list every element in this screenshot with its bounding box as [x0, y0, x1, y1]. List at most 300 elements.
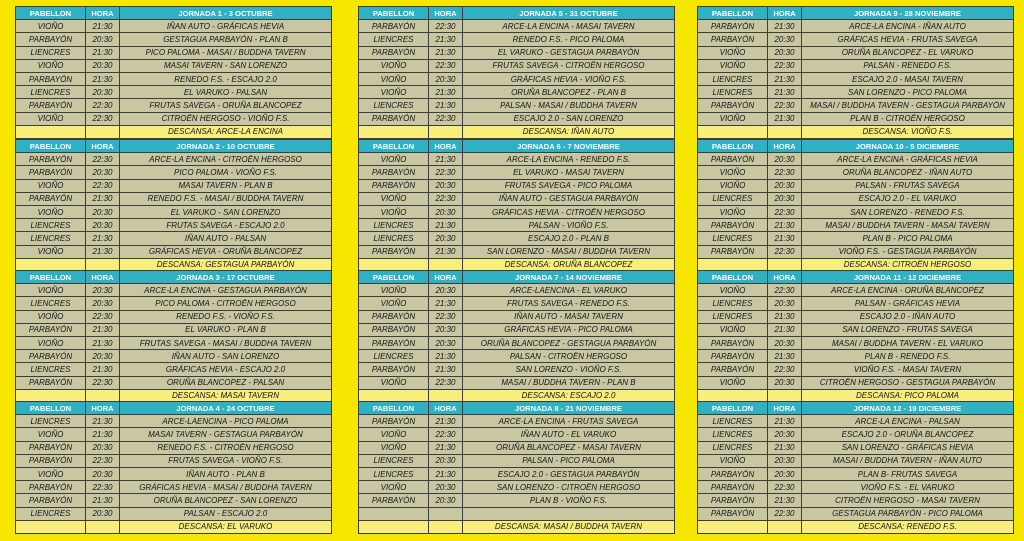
hora-cell: 21:30: [768, 323, 802, 336]
hora-cell: 20:30: [86, 33, 120, 46]
pabellon-cell: PARBAYÓN: [359, 336, 429, 349]
pabellon-header: PABELLON: [359, 140, 429, 153]
table-row: [359, 99, 675, 112]
match-cell: EL VARUKO - MASAI TAVERN: [463, 166, 675, 179]
hora-header: HORA: [768, 271, 802, 284]
match-cell: GRÁFICAS HEVIA - FRUTAS SAVEGA: [802, 33, 1014, 46]
pabellon-cell: PARBAYÓN: [16, 376, 86, 389]
pabellon-cell: PARBAYÓN: [698, 481, 768, 494]
match-cell: ESCAJO 2.0 - GESTAGUA PARBAYÓN: [463, 467, 675, 480]
match-cell: CITROËN HERGOSO - GESTAGUA PARBAYÓN: [802, 376, 1014, 389]
pabellon-cell: PARBAYÓN: [16, 99, 86, 112]
table-header-row: [698, 7, 1014, 20]
table-row: [359, 376, 675, 389]
table-header-row: [359, 140, 675, 153]
match-cell: GESTAGUA PARBAYÓN - PICO PALOMA: [802, 507, 1014, 520]
table-row: [359, 46, 675, 59]
match-cell: ARCE-LA ENCINA - RENEDO F.S.: [463, 153, 675, 166]
jornada-title: JORNADA 9 - 28 NOVIEMBRE: [802, 7, 1014, 20]
table-row: [698, 507, 1014, 520]
rest-empty-cell: [698, 520, 768, 533]
match-cell: ORUÑA BLANCOPEZ - GESTAGUA PARBAYÓN: [463, 336, 675, 349]
jornada-table: [15, 270, 332, 403]
match-cell: PICO PALOMA - CITROËN HERGOSO: [120, 297, 332, 310]
pabellon-cell: PARBAYÓN: [16, 33, 86, 46]
match-cell: GRÁFICAS HEVIA - VIOÑO F.S.: [463, 72, 675, 85]
hora-header: HORA: [768, 140, 802, 153]
pabellon-cell: LIENCRES: [359, 33, 429, 46]
table-header-row: [698, 140, 1014, 153]
match-cell: ARCE-LAENCINA - EL VARUKO: [463, 284, 675, 297]
hora-header: HORA: [429, 140, 463, 153]
pabellon-cell: VIOÑO: [698, 205, 768, 218]
jornada-table: [697, 6, 1014, 139]
hora-cell: 21:30: [86, 232, 120, 245]
rest-row: [16, 520, 332, 533]
table-row: [16, 33, 332, 46]
match-cell: PALSAN - ESCAJO 2.0: [120, 507, 332, 520]
table-row: [698, 428, 1014, 441]
match-cell: [463, 507, 675, 520]
match-cell: FRUTAS SAVEGA - ESCAJO 2.0: [120, 219, 332, 232]
pabellon-cell: VIOÑO: [359, 481, 429, 494]
jornada-title: JORNADA 4 - 24 OCTUBRE: [120, 402, 332, 415]
hora-cell: 22:30: [429, 59, 463, 72]
jornada-table: [358, 6, 675, 139]
rest-empty-cell: [768, 520, 802, 533]
pabellon-header: PABELLON: [16, 7, 86, 20]
table-row: [359, 350, 675, 363]
pabellon-cell: VIOÑO: [698, 112, 768, 125]
pabellon-cell: LIENCRES: [16, 363, 86, 376]
hora-cell: 20:30: [768, 46, 802, 59]
hora-cell: 21:30: [429, 363, 463, 376]
table-row: [16, 454, 332, 467]
table-row: [698, 323, 1014, 336]
pabellon-cell: PARBAYÓN: [698, 245, 768, 258]
table-row: [16, 232, 332, 245]
table-row: [359, 454, 675, 467]
pabellon-cell: LIENCRES: [698, 232, 768, 245]
hora-cell: 21:30: [429, 219, 463, 232]
hora-cell: 20:30: [768, 33, 802, 46]
table-row: [16, 481, 332, 494]
pabellon-cell: PARBAYÓN: [16, 481, 86, 494]
pabellon-cell: PARBAYÓN: [698, 33, 768, 46]
match-cell: EL VARUKO - SAN LORENZO: [120, 205, 332, 218]
rest-empty-cell: [86, 520, 120, 533]
match-cell: EL VARUKO - PALSAN: [120, 86, 332, 99]
hora-header: HORA: [86, 402, 120, 415]
pabellon-cell: VIOÑO: [359, 72, 429, 85]
hora-cell: 20:30: [768, 454, 802, 467]
rest-team: DESCANSA: MASAI / BUDDHA TAVERN: [463, 520, 675, 533]
match-cell: ARCE-LA ENCINA - IÑAN AUTO: [802, 20, 1014, 33]
table-row: [16, 336, 332, 349]
jornada-title: JORNADA 12 - 19 DICIEMBRE: [802, 402, 1014, 415]
hora-cell: 20:30: [86, 284, 120, 297]
hora-cell: 22:30: [768, 166, 802, 179]
match-cell: FRUTAS SAVEGA - CITROËN HERGOSO: [463, 59, 675, 72]
hora-cell: 22:30: [429, 112, 463, 125]
pabellon-cell: VIOÑO: [16, 467, 86, 480]
table-header-row: [16, 402, 332, 415]
match-cell: CITROËN HERGOSO - MASAI TAVERN: [802, 494, 1014, 507]
hora-cell: 20:30: [86, 297, 120, 310]
match-cell: PLAN B- FRUTAS SAVEGA: [802, 467, 1014, 480]
table-row: [698, 481, 1014, 494]
match-cell: GRÁFICAS HEVIA - ORUÑA BLANCOPEZ: [120, 245, 332, 258]
hora-cell: 21:30: [768, 441, 802, 454]
match-cell: ORUÑA BLANCOPEZ - PALSAN: [120, 376, 332, 389]
pabellon-cell: VIOÑO: [359, 441, 429, 454]
pabellon-cell: VIOÑO: [16, 284, 86, 297]
hora-cell: 21:30: [429, 415, 463, 428]
table-row: [698, 20, 1014, 33]
match-cell: PALSAN - RENEDO F.S.: [802, 59, 1014, 72]
pabellon-cell: PARBAYÓN: [16, 323, 86, 336]
pabellon-cell: PARBAYÓN: [698, 467, 768, 480]
rest-team: DESCANSA: ESCAJO 2.0: [463, 389, 675, 402]
pabellon-cell: PARBAYÓN: [698, 153, 768, 166]
hora-cell: 22:30: [86, 481, 120, 494]
hora-cell: 20:30: [429, 179, 463, 192]
table-header-row: [16, 140, 332, 153]
pabellon-cell: LIENCRES: [16, 507, 86, 520]
table-header-row: [16, 271, 332, 284]
pabellon-cell: LIENCRES: [16, 415, 86, 428]
hora-cell: 21:30: [768, 72, 802, 85]
table-row: [16, 310, 332, 323]
match-cell: SAN LORENZO - MASAI / BUDDHA TAVERN: [463, 245, 675, 258]
pabellon-cell: PARBAYÓN: [16, 454, 86, 467]
table-row: [698, 179, 1014, 192]
match-cell: FRUTAS SAVEGA - RENEDO F.S.: [463, 297, 675, 310]
table-row: [359, 205, 675, 218]
table-row: [16, 59, 332, 72]
hora-header: HORA: [86, 7, 120, 20]
table-row: [16, 72, 332, 85]
rest-empty-cell: [16, 520, 86, 533]
table-row: [698, 454, 1014, 467]
hora-cell: 20:30: [86, 86, 120, 99]
hora-cell: 21:30: [429, 350, 463, 363]
jornada-table: [358, 139, 675, 272]
pabellon-cell: LIENCRES: [359, 467, 429, 480]
pabellon-cell: PARBAYÓN: [698, 507, 768, 520]
match-cell: ORUÑA BLANCOPEZ - IÑAN AUTO: [802, 166, 1014, 179]
hora-cell: 20:30: [768, 376, 802, 389]
pabellon-cell: PARBAYÓN: [16, 166, 86, 179]
hora-cell: 22:30: [86, 112, 120, 125]
match-cell: IÑAN AUTO - PLAN B: [120, 467, 332, 480]
match-cell: GRÁFICAS HEVIA - MASAI / BUDDHA TAVERN: [120, 481, 332, 494]
hora-header: HORA: [429, 7, 463, 20]
hora-cell: 20:30: [768, 428, 802, 441]
pabellon-cell: PARBAYÓN: [359, 112, 429, 125]
jornada-title: JORNADA 2 - 10 OCTUBRE: [120, 140, 332, 153]
pabellon-cell: VIOÑO: [698, 454, 768, 467]
match-cell: CITROËN HERGOSO - VIOÑO F.S.: [120, 112, 332, 125]
jornada-title: JORNADA 7 - 14 NOVIEMBRE: [463, 271, 675, 284]
pabellon-cell: PARBAYÓN: [698, 219, 768, 232]
pabellon-header: PABELLON: [16, 140, 86, 153]
table-row: [359, 494, 675, 507]
table-row: [698, 33, 1014, 46]
table-row: [16, 205, 332, 218]
pabellon-cell: PARBAYÓN: [16, 494, 86, 507]
pabellon-cell: LIENCRES: [698, 441, 768, 454]
hora-cell: [429, 507, 463, 520]
match-cell: ARCE-LA ENCINA - MASAI TAVERN: [463, 20, 675, 33]
hora-cell: 22:30: [768, 481, 802, 494]
hora-cell: 22:30: [86, 310, 120, 323]
hora-cell: 21:30: [86, 245, 120, 258]
pabellon-cell: VIOÑO: [16, 428, 86, 441]
rest-team: DESCANSA: ARCE-LA ENCINA: [120, 125, 332, 138]
hora-cell: 22:30: [86, 179, 120, 192]
hora-cell: 21:30: [768, 494, 802, 507]
hora-cell: 20:30: [429, 72, 463, 85]
rest-team: DESCANSA: EL VARUKO: [120, 520, 332, 533]
hora-cell: 21:30: [86, 336, 120, 349]
jornada-table: [697, 401, 1014, 534]
pabellon-cell: PARBAYÓN: [359, 310, 429, 323]
pabellon-cell: LIENCRES: [359, 454, 429, 467]
match-cell: SAN LORENZO - VIOÑO F.S.: [463, 363, 675, 376]
pabellon-cell: VIOÑO: [359, 284, 429, 297]
pabellon-cell: VIOÑO: [16, 179, 86, 192]
rest-team: DESCANSA: PICO PALOMA: [802, 389, 1014, 402]
table-row: [359, 112, 675, 125]
match-cell: ARCE-LA ENCINA - CITROËN HERGOSO: [120, 153, 332, 166]
match-cell: FRUTAS SAVEGA - ORUÑA BLANCOPEZ: [120, 99, 332, 112]
match-cell: PICO PALOMA - VIOÑO F.S.: [120, 166, 332, 179]
table-row: [359, 59, 675, 72]
table-row: [359, 481, 675, 494]
pabellon-cell: LIENCRES: [698, 415, 768, 428]
match-cell: IÑAN AUTO - EL VARUKO: [463, 428, 675, 441]
table-row: [359, 467, 675, 480]
pabellon-cell: PARBAYÓN: [359, 415, 429, 428]
hora-cell: 21:30: [86, 363, 120, 376]
pabellon-cell: VIOÑO: [698, 376, 768, 389]
pabellon-cell: VIOÑO: [359, 153, 429, 166]
match-cell: PLAN B - RENEDO F.S.: [802, 350, 1014, 363]
pabellon-cell: LIENCRES: [698, 72, 768, 85]
match-cell: ORUÑA BLANCOPEZ - MASAI TAVERN: [463, 441, 675, 454]
table-row: [16, 376, 332, 389]
table-row: [16, 467, 332, 480]
table-header-row: [359, 271, 675, 284]
hora-header: HORA: [768, 402, 802, 415]
table-row: [698, 297, 1014, 310]
hora-cell: 22:30: [768, 59, 802, 72]
match-cell: EL VARUKO - GESTAGUA PARBAYÓN: [463, 46, 675, 59]
table-header-row: [359, 7, 675, 20]
pabellon-cell: VIOÑO: [16, 336, 86, 349]
hora-cell: 20:30: [768, 336, 802, 349]
pabellon-cell: VIOÑO: [698, 284, 768, 297]
hora-cell: 20:30: [429, 284, 463, 297]
table-header-row: [698, 271, 1014, 284]
pabellon-cell: PARBAYÓN: [698, 494, 768, 507]
match-cell: RENEDO F.S. - VIOÑO F.S.: [120, 310, 332, 323]
hora-cell: 20:30: [768, 467, 802, 480]
pabellon-cell: PARBAYÓN: [16, 441, 86, 454]
hora-cell: 21:30: [429, 99, 463, 112]
hora-header: HORA: [768, 7, 802, 20]
hora-cell: 20:30: [429, 336, 463, 349]
match-cell: GESTAGUA PARBAYÓN - PLAN B: [120, 33, 332, 46]
pabellon-cell: PARBAYÓN: [359, 494, 429, 507]
table-row: [698, 336, 1014, 349]
match-cell: MASAI / BUDDHA TAVERN - PLAN B: [463, 376, 675, 389]
jornada-table: [697, 270, 1014, 403]
match-cell: ESCAJO 2.0 - IÑAN AUTO: [802, 310, 1014, 323]
table-row: [359, 245, 675, 258]
table-row: [698, 153, 1014, 166]
pabellon-cell: VIOÑO: [359, 205, 429, 218]
pabellon-cell: [359, 507, 429, 520]
hora-cell: 22:30: [86, 454, 120, 467]
pabellon-cell: VIOÑO: [16, 59, 86, 72]
jornada-table: [358, 401, 675, 534]
pabellon-cell: LIENCRES: [359, 219, 429, 232]
rest-row: [359, 125, 675, 138]
pabellon-cell: PARBAYÓN: [359, 179, 429, 192]
jornada-table: [358, 270, 675, 403]
table-row: [359, 336, 675, 349]
pabellon-cell: LIENCRES: [16, 86, 86, 99]
pabellon-header: PABELLON: [359, 271, 429, 284]
hora-cell: 22:30: [768, 284, 802, 297]
pabellon-cell: LIENCRES: [698, 428, 768, 441]
hora-cell: 21:30: [86, 428, 120, 441]
table-row: [16, 428, 332, 441]
table-row: [359, 166, 675, 179]
pabellon-cell: PARBAYÓN: [16, 72, 86, 85]
pabellon-cell: VIOÑO: [359, 297, 429, 310]
table-row: [16, 20, 332, 33]
match-cell: SAN LORENZO - FRUTAS SAVEGA: [802, 323, 1014, 336]
table-row: [359, 86, 675, 99]
jornada-table: [15, 6, 332, 139]
rest-team: DESCANSA: RENEDO F.S.: [802, 520, 1014, 533]
hora-cell: 21:30: [429, 441, 463, 454]
hora-cell: 21:30: [768, 232, 802, 245]
table-row: [359, 20, 675, 33]
hora-header: HORA: [86, 140, 120, 153]
table-row: [359, 72, 675, 85]
match-cell: FRUTAS SAVEGA - VIOÑO F.S.: [120, 454, 332, 467]
hora-cell: 22:30: [429, 20, 463, 33]
hora-cell: 21:30: [86, 494, 120, 507]
match-cell: RENEDO F.S. - PICO PALOMA: [463, 33, 675, 46]
rest-team: DESCANSA: IÑAN AUTO: [463, 125, 675, 138]
hora-cell: 22:30: [86, 153, 120, 166]
match-cell: RENEDO F.S. - MASAI / BUDDHA TAVERN: [120, 192, 332, 205]
hora-cell: 21:30: [86, 46, 120, 59]
table-row: [698, 205, 1014, 218]
match-cell: SAN LORENZO - PICO PALOMA: [802, 86, 1014, 99]
hora-cell: 22:30: [86, 99, 120, 112]
pabellon-cell: LIENCRES: [359, 350, 429, 363]
table-row: [359, 415, 675, 428]
pabellon-cell: PARBAYÓN: [16, 153, 86, 166]
match-cell: IÑAN AUTO - PALSAN: [120, 232, 332, 245]
match-cell: FRUTAS SAVEGA - PICO PALOMA: [463, 179, 675, 192]
rest-team: DESCANSA: VIOÑO F.S.: [802, 125, 1014, 138]
table-row: [16, 219, 332, 232]
hora-cell: 22:30: [768, 363, 802, 376]
table-row: [16, 112, 332, 125]
pabellon-cell: LIENCRES: [16, 232, 86, 245]
hora-cell: 20:30: [429, 205, 463, 218]
hora-cell: 20:30: [86, 219, 120, 232]
hora-cell: 22:30: [768, 245, 802, 258]
pabellon-header: PABELLON: [16, 402, 86, 415]
table-row: [16, 245, 332, 258]
pabellon-cell: PARBAYÓN: [359, 46, 429, 59]
hora-cell: 21:30: [429, 33, 463, 46]
hora-cell: 21:30: [768, 112, 802, 125]
hora-cell: 20:30: [429, 454, 463, 467]
match-cell: ARCE-LAENCINA - PICO PALOMA: [120, 415, 332, 428]
hora-cell: 22:30: [429, 192, 463, 205]
hora-cell: 20:30: [768, 192, 802, 205]
hora-cell: 22:30: [429, 166, 463, 179]
table-row: [698, 46, 1014, 59]
pabellon-cell: LIENCRES: [698, 297, 768, 310]
jornada-title: JORNADA 6 - 7 NOVIEMBRE: [463, 140, 675, 153]
hora-cell: 21:30: [429, 245, 463, 258]
table-row: [698, 86, 1014, 99]
pabellon-cell: PARBAYÓN: [698, 336, 768, 349]
table-row: [359, 428, 675, 441]
pabellon-cell: PARBAYÓN: [698, 350, 768, 363]
table-row: [698, 494, 1014, 507]
hora-cell: 21:30: [86, 72, 120, 85]
table-row: [359, 310, 675, 323]
pabellon-header: PABELLON: [698, 271, 768, 284]
match-cell: MASAI / BUDDHA TAVERN - EL VARUKO: [802, 336, 1014, 349]
jornada-title: JORNADA 1 - 3 OCTUBRE: [120, 7, 332, 20]
pabellon-cell: LIENCRES: [16, 219, 86, 232]
pabellon-cell: VIOÑO: [698, 46, 768, 59]
pabellon-cell: PARBAYÓN: [359, 323, 429, 336]
hora-cell: 20:30: [86, 467, 120, 480]
table-row: [359, 219, 675, 232]
table-row: [16, 179, 332, 192]
match-cell: SAN LORENZO - GRÁFICAS HEVIA: [802, 441, 1014, 454]
match-cell: PICO PALOMA - MASAI / BUDDHA TAVERN: [120, 46, 332, 59]
table-row: [698, 219, 1014, 232]
match-cell: VIOÑO F.S. - GESTAGUA PARBAYÓN: [802, 245, 1014, 258]
table-row: [359, 297, 675, 310]
pabellon-cell: VIOÑO: [359, 376, 429, 389]
table-row: [698, 350, 1014, 363]
table-row: [16, 153, 332, 166]
match-cell: ESCAJO 2.0 - ORUÑA BLANCOPEZ: [802, 428, 1014, 441]
hora-cell: 21:30: [768, 415, 802, 428]
hora-cell: 20:30: [429, 232, 463, 245]
jornada-table: [697, 139, 1014, 272]
hora-cell: 21:30: [86, 323, 120, 336]
match-cell: ARCE-LA ENCINA - ORUÑA BLANCOPEZ: [802, 284, 1014, 297]
match-cell: ESCAJO 2.0 - MASAI TAVERN: [802, 72, 1014, 85]
pabellon-cell: VIOÑO: [698, 323, 768, 336]
